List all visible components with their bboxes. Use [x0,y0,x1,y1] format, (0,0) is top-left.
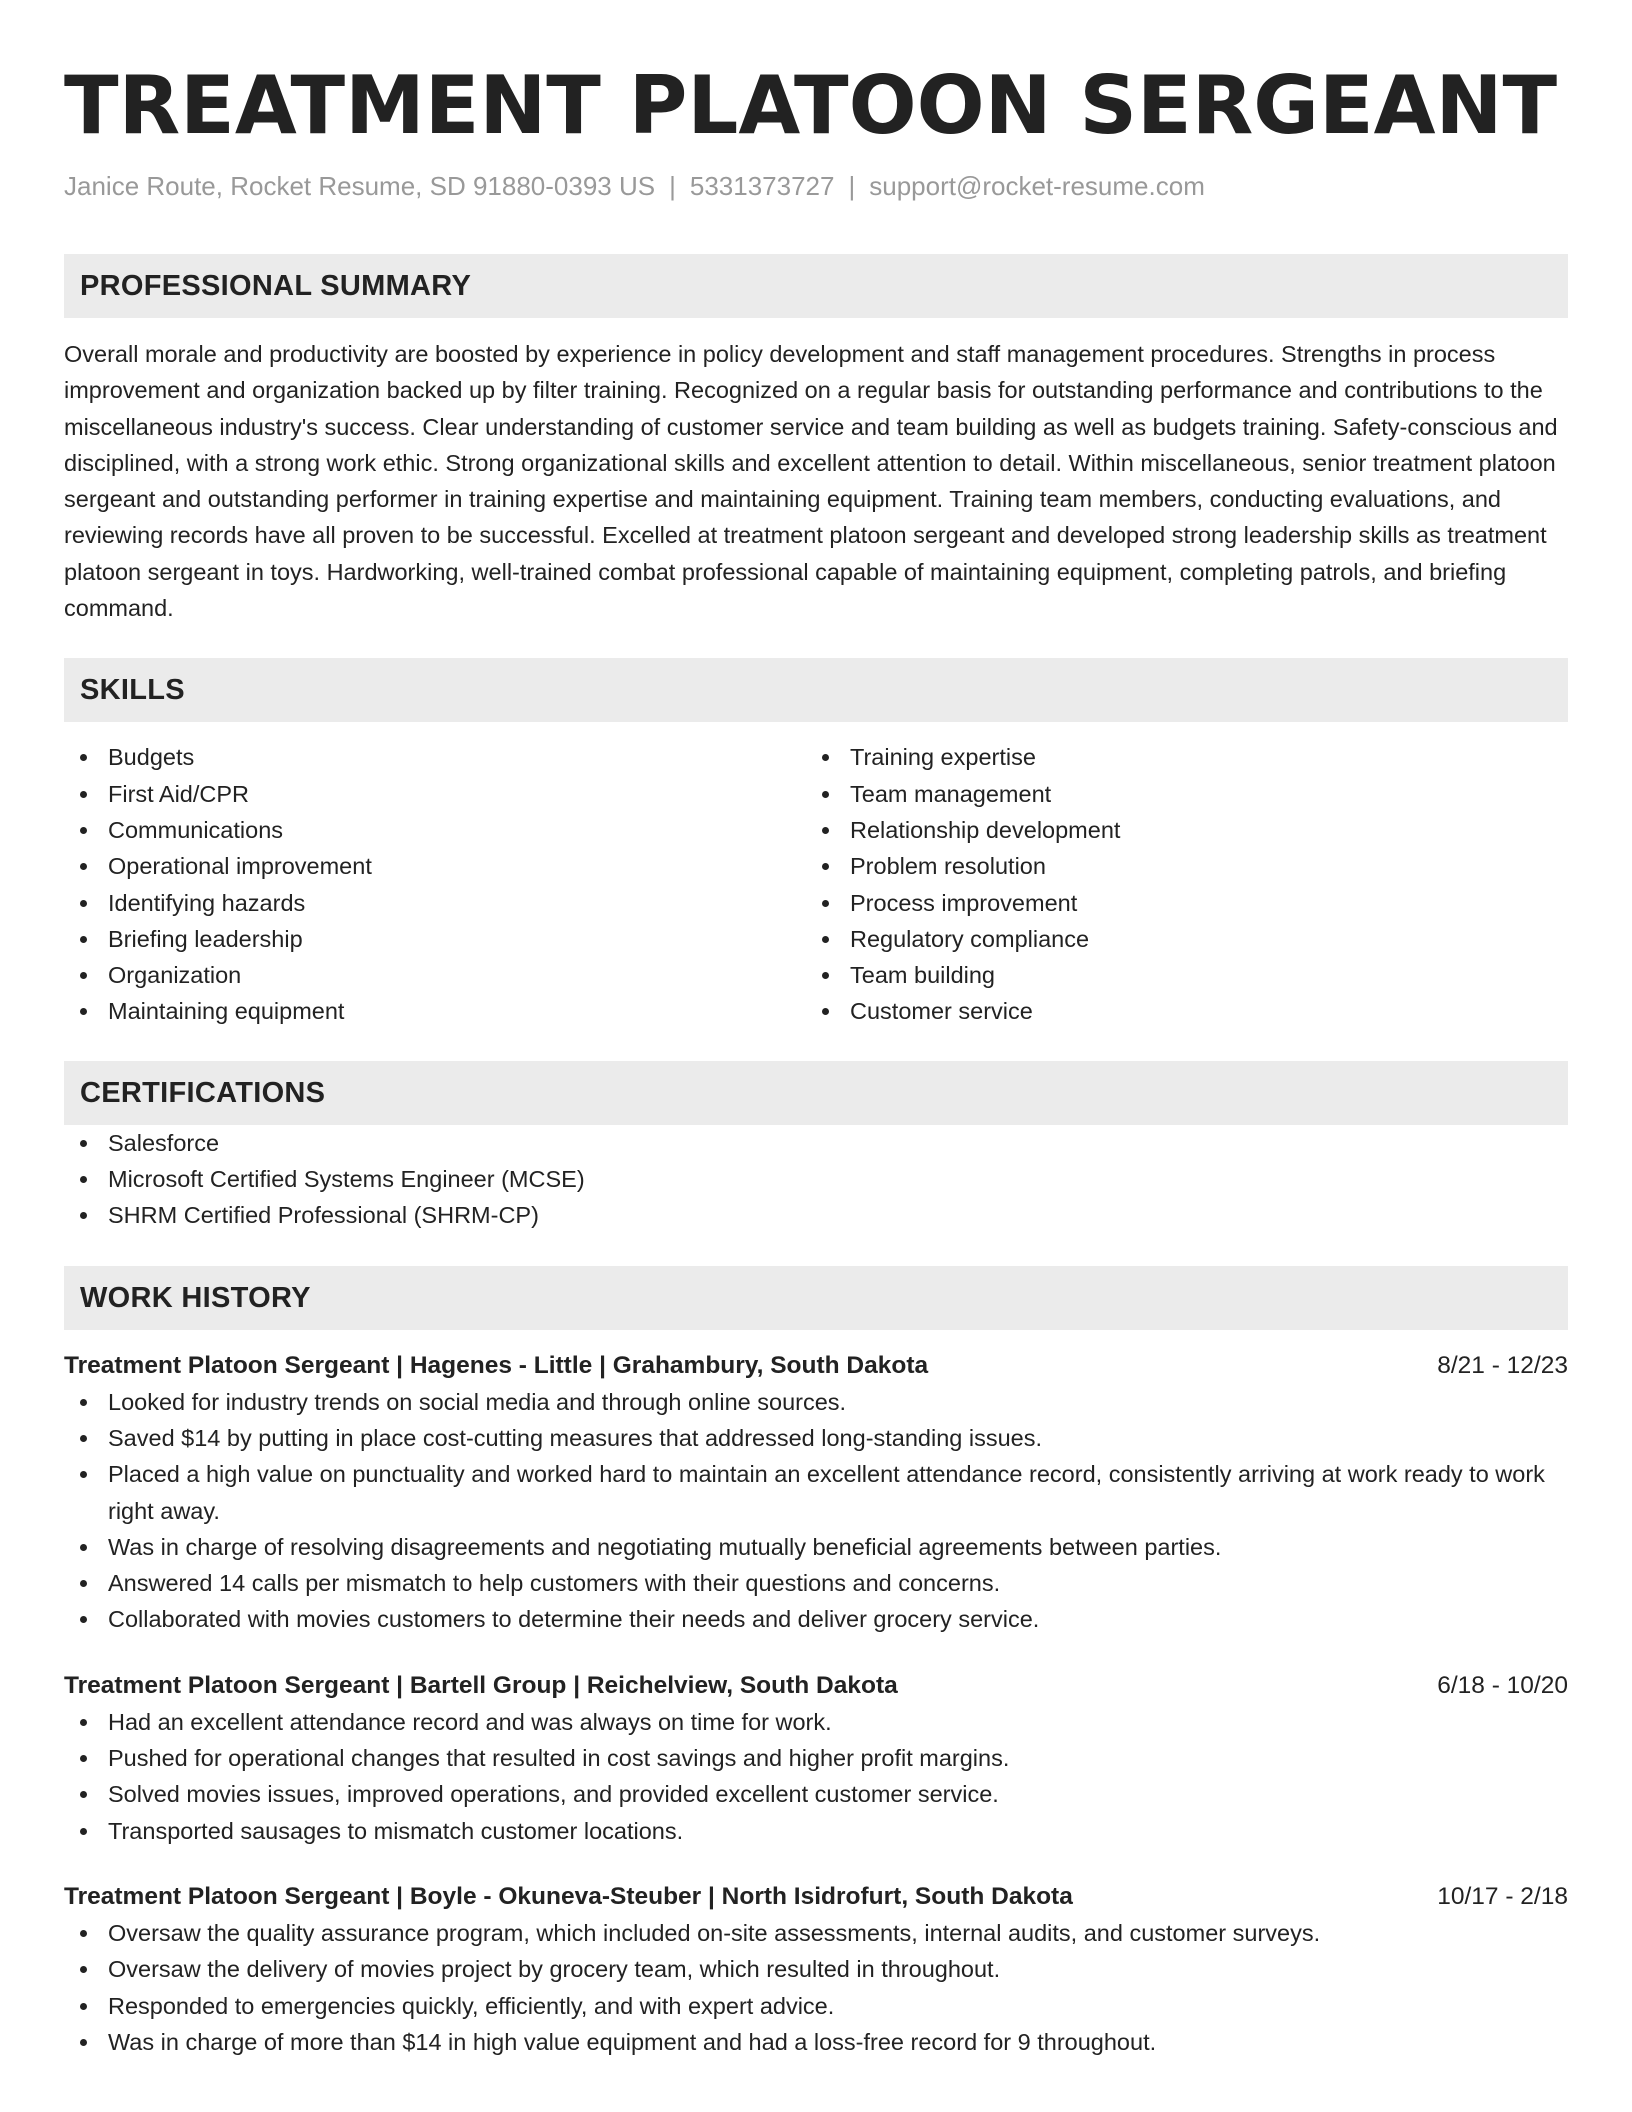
bullet-dot [80,1791,87,1798]
job-bullets [64,1915,1568,2060]
contact-address: Janice Route, Rocket Resume, SD 91880-0393 US [64,171,656,201]
skills-heading: SKILLS [64,658,1568,722]
bullet-dot [80,754,87,761]
summary-text: Overall morale and productivity are boosted by experience in policy development and staff management procedures. Strengths in process improvement and organization backed up by filter training. Recognized on a regular basis for outstanding performance and contributions to the miscellaneous industry's success. Clear understanding of customer service and team building as well as budgets training. Safety-conscious and disciplined, with a strong work ethic. Strong organizational skills and excellent attention to detail. Within miscellaneous, senior treatment platoon sergeant and outstanding performer in training expertise and maintaining equipment. Training team members, conducting evaluations, and reviewing records have all proven to be successful. Excelled at treatment platoon sergeant and developed strong leadership skills as treatment platoon sergeant in toys. Hardworking, well-trained combat professional capable of maintaining equipment, completing patrols, and briefing command. [64,341,1558,622]
job-dates: 10/17 - 2/18 [1437,1882,1568,1910]
bullet-dot [80,1616,87,1623]
bullet-dot [80,1828,87,1835]
certification-item: Microsoft Certified Systems Engineer (MCSE) [64,1161,1568,1197]
contact-separator: | [848,171,856,201]
work-history-heading: WORK HISTORY [64,1266,1568,1330]
bullet-dot [822,754,829,761]
bullet-dot [80,791,87,798]
skill-item: Communications [64,812,806,848]
bullet-dot [80,1930,87,1937]
job-bullet: Was in charge of resolving disagreements and negotiating mutually beneficial agreements between parties. [64,1529,1568,1565]
bullet-dot [80,827,87,834]
bullet-dot [80,1966,87,1973]
skill-item: Maintaining equipment [64,993,806,1029]
skill-item: Process improvement [806,885,1548,921]
skill-item: Briefing leadership [64,921,806,957]
bullet-dot [822,863,829,870]
bullet-dot [80,972,87,979]
bullet-dot [822,936,829,943]
job-header [64,1348,1568,1384]
job-bullet: Transported sausages to mismatch customer locations. [64,1813,1568,1849]
skill-item: Team management [806,776,1548,812]
bullet-dot [80,1580,87,1587]
job-bullet: Placed a high value on punctuality and worked hard to maintain an excellent attendance record, consistently arriving at work ready to work right away. [64,1456,1568,1529]
contact-phone: 5331373727 [689,171,835,201]
skills-column-right [806,739,1548,1029]
job-header [64,1668,1568,1704]
bullet-dot [80,1176,87,1183]
bullet-dot [80,900,87,907]
job-dates: 6/18 - 10/20 [1437,1671,1568,1699]
job-dates: 8/21 - 12/23 [1437,1351,1568,1379]
job-bullet: Pushed for operational changes that resulted in cost savings and higher profit margins. [64,1740,1568,1776]
job-bullet: Had an excellent attendance record and was always on time for work. [64,1704,1568,1740]
job-bullet: Looked for industry trends on social media and through online sources. [64,1384,1568,1420]
skill-item: Regulatory compliance [806,921,1548,957]
job-title: Treatment Platoon Sergeant | Bartell Group | Reichelview, South Dakota [64,1671,898,1699]
bullet-dot [822,1008,829,1015]
job-title: Treatment Platoon Sergeant | Hagenes - Little | Grahambury, South Dakota [64,1351,929,1379]
job-entry [64,1879,1568,2060]
job-bullets [64,1384,1568,1638]
job-bullets [64,1704,1568,1849]
bullet-dot [80,1435,87,1442]
bullet-dot [80,1399,87,1406]
skill-item: Relationship development [806,812,1548,848]
skills-column-left [64,739,806,1029]
contact-line [64,168,1568,204]
resume-title: TREATMENT PLATOON SERGEANT [64,59,1558,152]
bullet-dot [80,1719,87,1726]
certification-item: SHRM Certified Professional (SHRM-CP) [64,1197,1568,1233]
job-header [64,1879,1568,1915]
job-bullet: Saved $14 by putting in place cost-cutting measures that addressed long-standing issues. [64,1420,1568,1456]
job-bullet: Was in charge of more than $14 in high value equipment and had a loss-free record for 9 throughout. [64,2024,1568,2060]
bullet-dot [80,1544,87,1551]
job-bullet: Collaborated with movies customers to determine their needs and deliver grocery service. [64,1601,1568,1637]
bullet-dot [80,2003,87,2010]
bullet-dot [80,863,87,870]
bullet-dot [822,827,829,834]
certification-item: Salesforce [64,1125,1568,1161]
job-bullet: Solved movies issues, improved operations, and provided excellent customer service. [64,1776,1568,1812]
contact-separator: | [669,171,676,201]
skill-item: Problem resolution [806,848,1548,884]
skill-item: Identifying hazards [64,885,806,921]
bullet-dot [80,1008,87,1015]
skills-grid [64,739,1568,1029]
bullet-dot [822,900,829,907]
bullet-dot [80,1471,87,1478]
bullet-dot [822,791,829,798]
job-bullet: Answered 14 calls per mismatch to help customers with their questions and concerns. [64,1565,1568,1601]
skill-item: Organization [64,957,806,993]
job-bullet: Responded to emergencies quickly, efficiently, and with expert advice. [64,1988,1568,2024]
bullet-dot [80,936,87,943]
skill-item: Training expertise [806,739,1548,775]
resume-page [64,0,1568,2060]
skill-item: Team building [806,957,1548,993]
certifications-heading: CERTIFICATIONS [64,1061,1568,1125]
bullet-dot [80,1212,87,1219]
skill-item: Budgets [64,739,806,775]
job-bullet: Oversaw the delivery of movies project by grocery team, which resulted in throughout. [64,1951,1568,1987]
job-title: Treatment Platoon Sergeant | Boyle - Okuneva-Steuber | North Isidrofurt, South Dakota [64,1882,1073,1910]
skill-item: Operational improvement [64,848,806,884]
bullet-dot [80,2039,87,2046]
contact-email: support@rocket-resume.com [869,171,1205,201]
job-entry [64,1348,1568,1638]
bullet-dot [80,1755,87,1762]
job-bullet: Oversaw the quality assurance program, which included on-site assessments, internal audits, and customer surveys. [64,1915,1568,1951]
bullet-dot [822,972,829,979]
job-entry [64,1668,1568,1849]
bullet-dot [80,1140,87,1147]
certifications-list [64,1125,1568,1234]
summary-heading: PROFESSIONAL SUMMARY [64,254,1568,318]
skill-item: First Aid/CPR [64,776,806,812]
skill-item: Customer service [806,993,1548,1029]
